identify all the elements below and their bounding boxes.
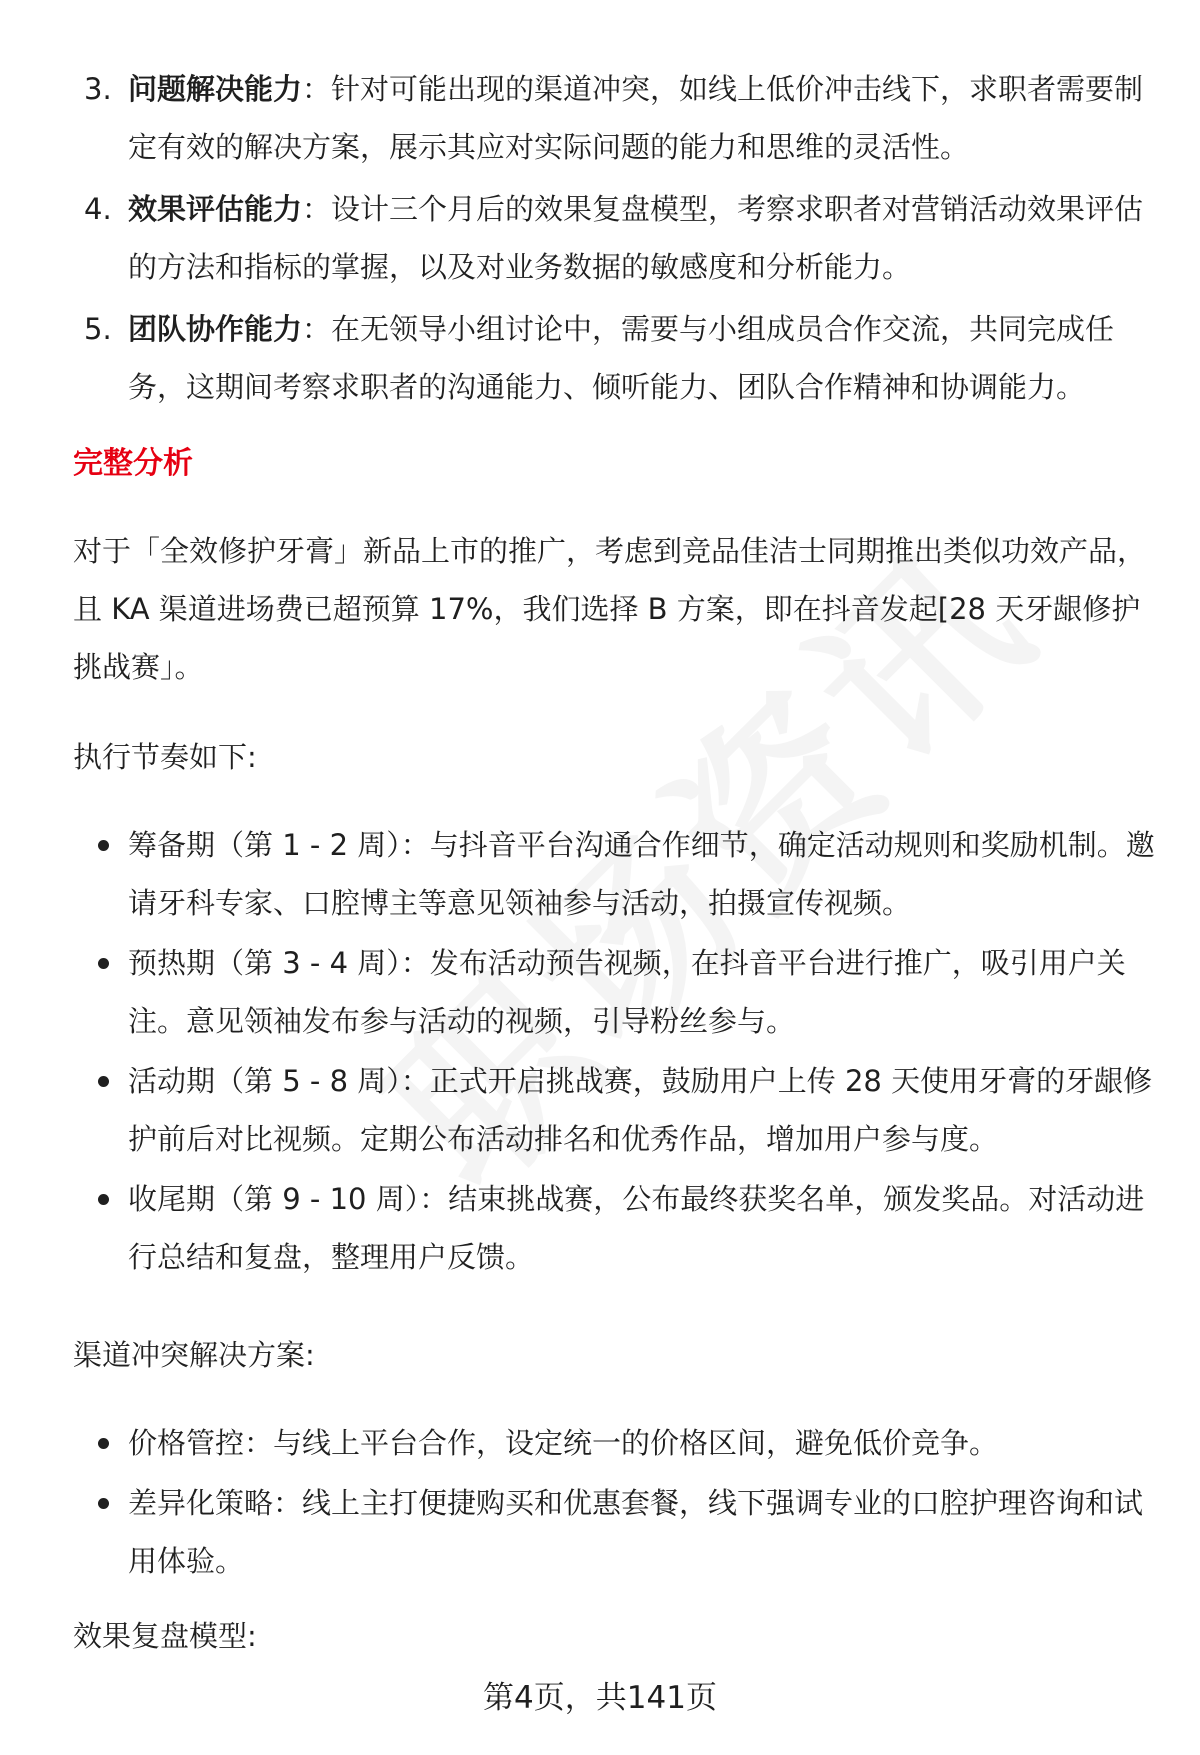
ability-text: ：在无领导小组讨论中，需要与小组成员合作交流，共同完成任务，这期间考察求职者的沟通能力、倾听能力、团队合作精神和协调能力。 — [128, 312, 1115, 404]
list-item — [0, 1474, 1200, 1590]
schedule-text: 筹备期（第 1 - 2 周）：与抖音平台沟通合作细节，确定活动规则和奖励机制。邀请牙科专家、口腔博主等意见领袖参与活动，拍摄宣传视频。 — [128, 828, 1155, 920]
list-item — [0, 934, 1200, 1050]
list-number: 5. — [84, 312, 112, 346]
bullet-icon — [98, 1076, 109, 1087]
bullet-icon — [98, 1438, 109, 1449]
ability-term: 效果评估能力 — [128, 192, 303, 226]
schedule-text: 收尾期（第 9 - 10 周）：结束挑战赛，公布最终获奖名单，颁发奖品。对活动进行总结和复盘，整理用户反馈。 — [128, 1182, 1145, 1274]
list-number: 4. — [84, 192, 112, 226]
intro-paragraph: 对于「全效修护牙膏」新品上市的推广，考虑到竞品佳洁士同期推出类似功效产品，且 KA 渠道进场费已超预算 17%，我们选择 B 方案，即在抖音发起[28 天牙龈修护挑战赛」。 — [73, 534, 1147, 684]
conflict-list — [0, 1414, 1200, 1592]
ability-text: ：针对可能出现的渠道冲突，如线上低价冲击线下，求职者需要制定有效的解决方案，展示其应对实际问题的能力和思维的灵活性。 — [128, 72, 1144, 164]
conflict-text: 价格管控：与线上平台合作，设定统一的价格区间，避免低价竞争。 — [128, 1426, 999, 1460]
conflict-heading: 渠道冲突解决方案: — [73, 1338, 315, 1372]
bullet-icon — [98, 840, 109, 851]
ability-item — [0, 60, 1200, 176]
ability-term: 团队协作能力 — [128, 312, 303, 346]
list-item — [0, 1414, 1200, 1472]
ability-item — [0, 300, 1200, 416]
schedule-text: 活动期（第 5 - 8 周）：正式开启挑战赛，鼓励用户上传 28 天使用牙膏的牙龈修护前后对比视频。定期公布活动排名和优秀作品，增加用户参与度。 — [128, 1064, 1153, 1156]
ability-term: 问题解决能力 — [128, 72, 303, 106]
schedule-heading: 执行节奏如下: — [73, 740, 257, 774]
schedule-list — [0, 816, 1200, 1288]
list-number: 3. — [84, 72, 112, 106]
ability-item — [0, 180, 1200, 296]
list-item — [0, 816, 1200, 932]
schedule-text: 预热期（第 3 - 4 周）：发布活动预告视频，在抖音平台进行推广，吸引用户关注。意见领袖发布参与活动的视频，引导粉丝参与。 — [128, 946, 1126, 1038]
bullet-icon — [98, 1194, 109, 1205]
bullet-icon — [98, 1498, 109, 1509]
ability-text: ：设计三个月后的效果复盘模型，考察求职者对营销活动效果评估的方法和指标的掌握，以及对业务数据的敏感度和分析能力。 — [128, 192, 1144, 284]
list-item — [0, 1052, 1200, 1168]
section-title: 完整分析 — [73, 446, 193, 481]
ability-list — [0, 60, 1200, 420]
conflict-text: 差异化策略：线上主打便捷购买和优惠套餐，线下强调专业的口腔护理咨询和试用体验。 — [128, 1486, 1144, 1578]
review-heading: 效果复盘模型: — [73, 1619, 257, 1653]
bullet-icon — [98, 958, 109, 969]
list-item — [0, 1170, 1200, 1286]
page-number: 第4页，共141页 — [483, 1680, 717, 1716]
